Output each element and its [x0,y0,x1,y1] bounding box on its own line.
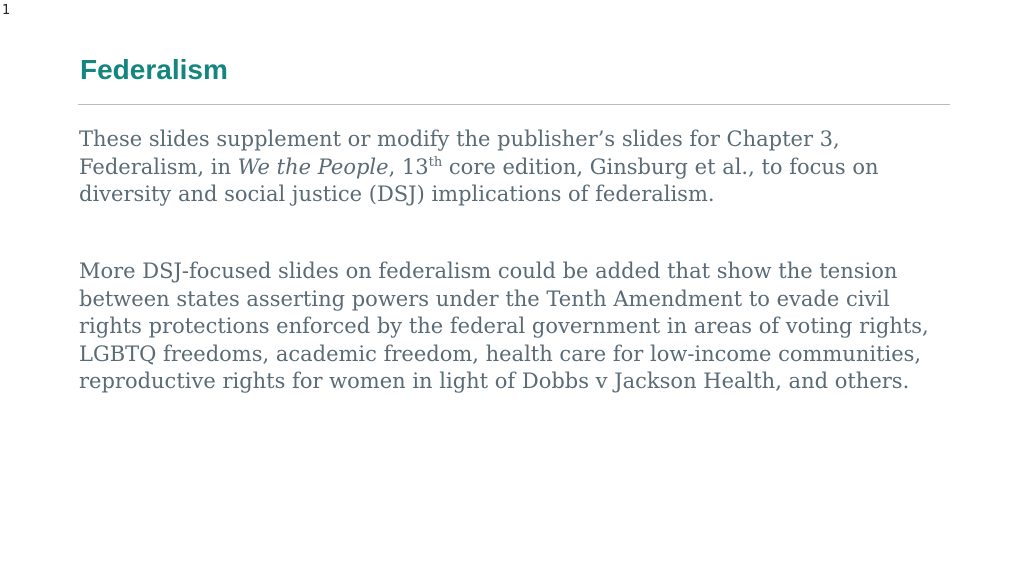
intro-paragraph [79,126,929,209]
dsj-paragraph: More DSJ-focused slides on federalism could be added that show the tension between states asserting powers under the Tenth Amendment to evade civil rights protections enforced by the federal government in areas of voting rights, LGBTQ freedoms, academic freedom, health care for low-income communities, reproductive rights for women in light of Dobbs v Jackson Health, and others. [79,259,929,394]
intro-text-start: These slides supplement or modify the publisher’s slides for Chapter 3, Federalism, in [79,127,840,179]
intro-text-end: core edition, Ginsburg et al., to focus on diversity and social justice (DSJ) implications of federalism. [79,154,879,207]
slide-title: Federalism [80,54,228,85]
slide-number: 1 [2,3,11,18]
edition-superscript: th [428,154,443,170]
title-divider [78,104,950,105]
intro-text-edition: , 13 [388,154,429,179]
book-title: We the People [237,154,389,179]
